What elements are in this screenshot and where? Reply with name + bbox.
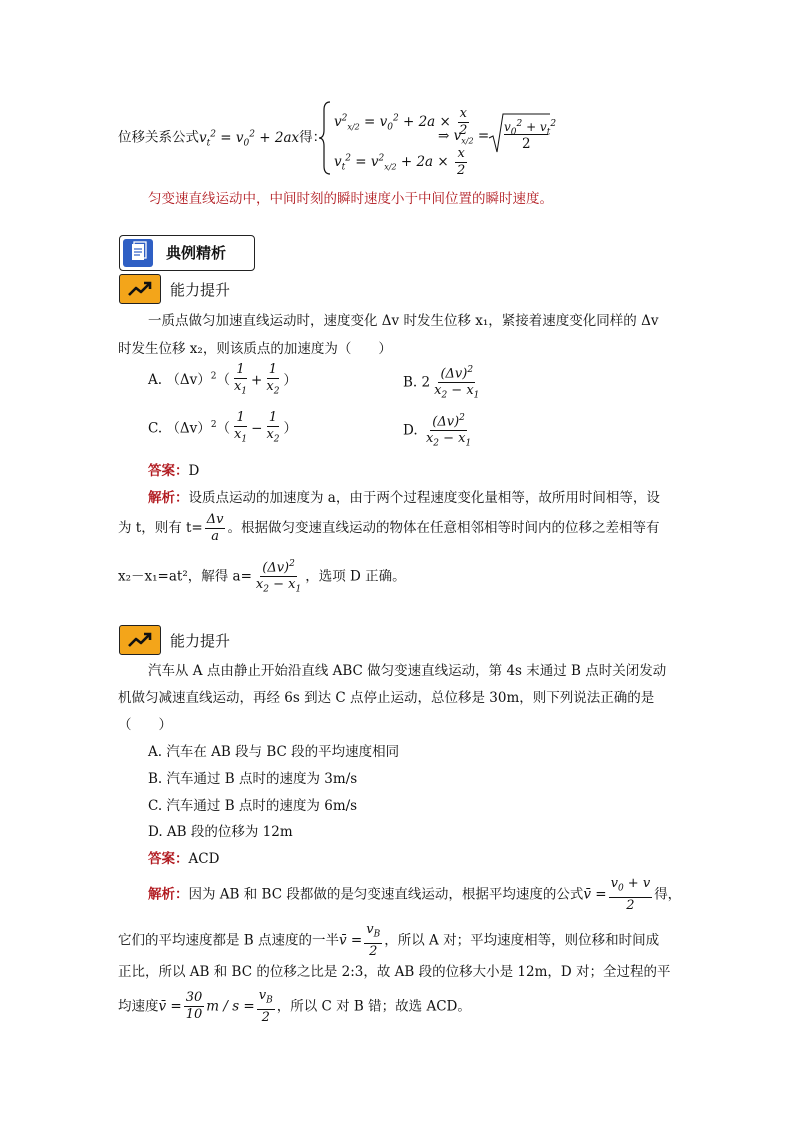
problem1-answer <box>148 461 199 481</box>
analysis-line4-a: 均速度 <box>118 998 159 1015</box>
problem2-analysis-line3: 正比，所以 AB 和 BC 的位移之比是 2:3，故 AB 段的位移大小是 12m，D 对；全过程的平 <box>118 964 671 980</box>
frac-c2: $\frac{1}{x_2}$ <box>266 410 280 445</box>
frac-1-x1: $\frac{1}{x_1}$ <box>233 362 248 397</box>
frac-v0-v: $\frac{v_0 + v}{2}$ <box>610 876 651 913</box>
analysis-label: 解析： <box>148 886 189 903</box>
document-icon-svg <box>123 239 153 267</box>
answer-label: 答案： <box>148 851 189 867</box>
frac-30-10: $\frac{30}{10}$ <box>185 990 203 1023</box>
formula-main: $v_t^2 = v_0^2 + 2ax$ <box>199 129 300 149</box>
analysis-text: 设质点运动的加速度为 a，由于两个过程速度变化量相等，故所用时间相等，设 <box>188 490 660 506</box>
problem1-stem-line2: 时发生位移 x₂，则该质点的加速度为（ ） <box>118 341 392 357</box>
conclusion: 匀变速直线运动中，中间时刻的瞬时速度小于中间位置的瞬时速度。 <box>148 191 553 207</box>
problem2-option-d: D. AB 段的位移为 12m <box>148 824 293 840</box>
problem1-option-c: C. $(\Delta v)^2$（ $\frac{1}{x_1}$ − $\frac{1}{x_2}$ ） <box>148 410 297 448</box>
analysis-line4-b: ，所以 C 对 B 错；故选 ACD。 <box>276 998 471 1015</box>
formula-de: 得： <box>299 129 327 146</box>
problem1-tag: 能力提升 <box>170 281 231 299</box>
problem2-stem-line2: 机做匀减速直线运动，再经 6s 到达 C 点停止运动，总位移是 30m，则下列说法正确的是 <box>118 690 655 706</box>
problem1-analysis-line1 <box>148 488 660 508</box>
vbar-half: v̄ = <box>339 932 363 949</box>
problem2-option-c: C. 汽车通过 B 点时的速度为 6m/s <box>148 798 358 814</box>
analysis-line1-a: 因为 AB 和 BC 段都做的是匀变速直线运动，根据平均速度的公式 <box>188 886 584 903</box>
problem1-option-b: B. 2 $\frac{(\Delta v)^2}{x_2 - x_1}$ <box>403 362 483 404</box>
problem2-stem-line1: 汽车从 A 点由静止开始沿直线 ABC 做匀变速直线运动，第 4s 末通过 B 点时关闭发动 <box>148 663 667 679</box>
frac-a: $\frac{(\Delta v)^2}{x_2 - x_1}$ <box>254 556 303 598</box>
equation-2: $v_t^2 = v^2_{x/2} + 2a$ × $\frac{x}{2}$ <box>334 146 466 178</box>
frac-vb2: $\frac{v_B}{2}$ <box>258 988 273 1025</box>
frac-1-x2: $\frac{1}{x_2}$ <box>266 362 280 397</box>
sqrt-denominator: 2 <box>522 136 531 152</box>
frac-b: $\frac{(\Delta v)^2}{x_2 - x_1}$ <box>432 362 481 404</box>
analysis-label: 解析： <box>148 490 189 506</box>
frac-vb: $\frac{v_B}{2}$ <box>366 922 381 959</box>
problem2-answer <box>148 849 219 869</box>
brace-svg <box>318 100 332 176</box>
problem2-analysis-line1 <box>148 876 681 914</box>
analysis-line2-a: 为 t，则有 t= <box>118 520 203 536</box>
trend-up-icon-svg <box>120 626 160 654</box>
problem2-analysis-line4 <box>118 988 471 1026</box>
equation-result: ⇒ $v_{x/2}$ = <box>438 128 490 146</box>
analysis-line2-b: ，所以 A 对；平均速度相等，则位移和时间成 <box>384 932 660 949</box>
vbar-formula: v̄ = <box>583 886 607 903</box>
section-header <box>119 235 255 271</box>
problem1-stem-line1: 一质点做匀加速直线运动时，速度变化 Δv 时发生位移 x₁，紧接着速度变化同样的 Δv <box>148 313 659 329</box>
section-title: 典例精析 <box>166 244 227 262</box>
sqrt-result <box>488 112 557 160</box>
frac-t: $\frac{\Delta v}{a}$ <box>206 512 224 544</box>
option-a-text: A. $(\Delta v)^2$（ <box>148 371 230 389</box>
analysis-line3-a: x₂－x₁=at²，解得 a= <box>118 568 252 585</box>
trend-up-icon <box>119 274 161 304</box>
problem2-option-b: B. 汽车通过 B 点时的速度为 3m/s <box>148 771 358 787</box>
equation-1: $v^2_{x/2} = v_0^2 + 2a$ × $\frac{x}{2}$ <box>334 106 468 138</box>
problem1-option-a: A. $(\Delta v)^2$（ $\frac{1}{x_1}$ + $\frac{1}{x_2}$ ） <box>148 362 297 400</box>
analysis-line1-b: 得， <box>654 886 682 903</box>
problem2-option-a: A. 汽车在 AB 段与 BC 段的平均速度相同 <box>148 744 400 760</box>
analysis-line2-a: 它们的平均速度都是 B 点速度的一半 <box>118 932 340 949</box>
formula-intro-text: 位移关系公式 <box>118 129 199 146</box>
problem2-stem-line3: （ ） <box>118 717 172 733</box>
sqrt-numerator: $v_0^2 + v_t^2$ <box>504 119 557 138</box>
trend-up-icon-svg <box>120 275 160 303</box>
problem1-option-d: D. $\frac{(\Delta v)^2}{x_2 - x_1}$ <box>403 410 475 452</box>
analysis-line3-b: ，选项 D 正确。 <box>305 568 406 585</box>
analysis-line2-b: 。根据做匀变速直线运动的物体在任意相邻相等时间内的位移之差相等有 <box>227 520 660 536</box>
answer-value: D <box>188 463 200 479</box>
problem1-analysis-line2 <box>118 512 659 545</box>
formula-intro <box>118 124 326 153</box>
vbar-avg: v̄ = <box>158 998 182 1015</box>
document-icon <box>123 239 153 267</box>
frac-d: $\frac{(\Delta v)^2}{x_2 - x_1}$ <box>424 410 473 452</box>
answer-label: 答案： <box>148 463 189 479</box>
frac-c1: $\frac{1}{x_1}$ <box>234 410 248 445</box>
problem2-tag: 能力提升 <box>170 632 231 650</box>
trend-up-icon <box>119 625 161 655</box>
problem2-analysis-line2 <box>118 922 659 960</box>
brace <box>318 100 332 176</box>
problem1-analysis-line3 <box>118 556 406 598</box>
unit-ms: m / s = <box>206 998 255 1015</box>
answer-value: ACD <box>188 851 220 867</box>
